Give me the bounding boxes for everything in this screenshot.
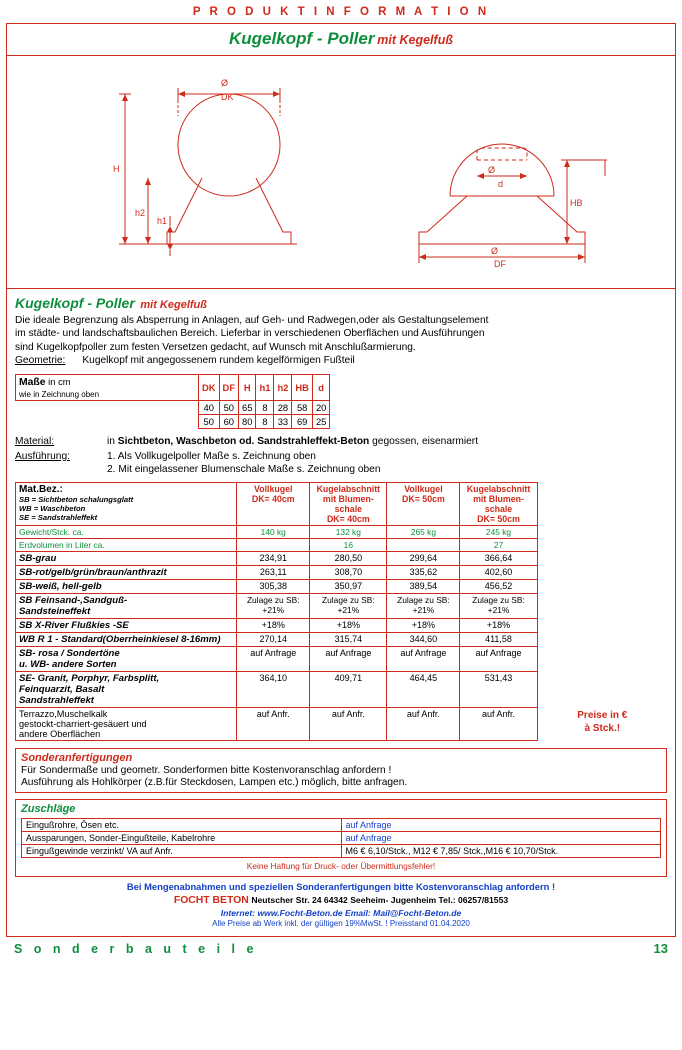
cell: 140 kg	[237, 526, 310, 539]
dimensions-label-cell	[16, 374, 199, 400]
label-df: DF	[494, 259, 506, 269]
sonderanfertigungen-line-2: Ausführung als Hohlkörper (z.B.für Steckdosen, Lampen etc.) möglich, bitte anfragen.	[21, 777, 408, 789]
cell: auf Anfrage	[310, 647, 387, 672]
cell: 132 kg	[310, 526, 387, 539]
mat-bez-label: Mat.Bez.:	[19, 484, 63, 496]
page-subtitle: mit Kegelfuß	[377, 33, 453, 47]
label-diameter-dk-symbol: Ø	[221, 78, 229, 88]
footer-internet: Internet: www.Focht-Beton.de Email: Mail@Focht-Beton.de	[220, 907, 462, 918]
row-label: WB R 1 - Standard(Oberrheinkiesel 8-16mm)	[16, 633, 237, 647]
price-col-header-1	[237, 483, 310, 526]
col-df: DF	[219, 374, 239, 400]
price-note-line-1: Preise in €	[577, 709, 628, 721]
intro-line-1: Die ideale Begrenzung als Absperrung in Anlagen, auf Geh- und Radwegen,oder als Gestaltungselement	[15, 315, 489, 326]
cell: 8	[256, 414, 274, 428]
section-heading-main: Kugelkopf - Poller	[15, 295, 135, 311]
cell: 27	[460, 539, 537, 552]
sonderanfertigungen-heading: Sonderanfertigungen	[21, 752, 133, 765]
cell: 364,10	[237, 672, 310, 708]
ausfuehrung-label: Ausführung:	[15, 450, 70, 462]
cell: 366,64	[460, 552, 537, 566]
col-h: H	[239, 374, 256, 400]
page-number: 13	[653, 941, 668, 957]
cell: 315,74	[310, 633, 387, 647]
price-currency-note	[541, 709, 664, 735]
page-bottom-bar	[6, 937, 676, 956]
label-d: d	[498, 179, 504, 189]
cell: auf Anfrage	[341, 832, 661, 845]
cell: 245 kg	[460, 526, 537, 539]
row-label: Eingußrohre, Ösen etc.	[22, 819, 342, 832]
cell: auf Anfrage	[387, 647, 460, 672]
price-col-header-3	[387, 483, 460, 526]
cell: 263,11	[237, 566, 310, 580]
cell	[237, 539, 310, 552]
intro-line-3: sind Kugelkopfpoller zum festen Versetzen gedacht, auf Wunsch mit Anschlußarmierung.	[15, 341, 416, 353]
intro-paragraph	[15, 314, 667, 368]
cell: Zulage zu SB: +21%	[460, 594, 537, 619]
cell: 50	[199, 414, 220, 428]
row-label: SB-rot/gelb/grün/braun/anthrazit	[16, 566, 237, 580]
cell: 8	[256, 400, 274, 414]
cell: 50	[219, 400, 239, 414]
label-dk: DK	[221, 92, 234, 102]
table-row	[16, 708, 668, 741]
cell: auf Anfrage	[237, 647, 310, 672]
masse-note: wie in Zeichnung oben	[19, 389, 100, 399]
content-block	[7, 289, 675, 936]
dimensions-table	[15, 374, 330, 429]
h4: DK= 50cm	[477, 514, 520, 525]
h2: DK= 50cm	[402, 494, 445, 505]
cell: auf Anfr.	[387, 708, 460, 741]
mat-bez-wb: WB = Waschbeton	[19, 504, 86, 514]
row-label: SB- rosa / Sondertöne u. WB- andere Sorten	[16, 647, 237, 672]
row-label: SE- Granit, Porphyr, Farbsplitt, Feinquarzit, Basalt Sandstrahleffekt	[16, 672, 237, 708]
h3: schale	[334, 504, 363, 515]
row-label: SB-weiß, hell-gelb	[16, 580, 237, 594]
zuschlaege-heading: Zuschläge	[21, 803, 76, 816]
row-label: Gewicht/Stck. ca.	[16, 526, 237, 539]
row-label: SB-grau	[16, 552, 237, 566]
h1: Vollkugel	[404, 484, 443, 495]
row-label: Terrazzo,Muschelkalk gestockt-charriert-gesäuert und andere Oberflächen	[16, 708, 237, 741]
cell: Zulage zu SB: +21%	[310, 594, 387, 619]
cell	[387, 539, 460, 552]
company-name: FOCHT BETON	[173, 894, 249, 906]
geometry-text: Kugelkopf mit angegossenem rundem kegelförmigen Fußteil	[82, 355, 355, 367]
col-h1: h1	[256, 374, 274, 400]
cell: 350,97	[310, 580, 387, 594]
geometry-line	[15, 354, 667, 367]
sonderanfertigungen-line-1: Für Sondermaße und geometr. Sonderformen bitte Kostenvoranschlag anfordern !	[21, 765, 392, 777]
material-bold: Sichtbeton, Waschbeton od. Sandstrahleffekt-Beton	[117, 435, 370, 447]
h2: DK= 40cm	[251, 494, 295, 505]
cell: 16	[310, 539, 387, 552]
h1: Kugelabschnitt	[316, 484, 381, 495]
cell: 40	[199, 400, 220, 414]
material-label: Material:	[15, 435, 55, 447]
label-h1: h1	[157, 216, 168, 226]
price-note-line-2: à Stck.!	[584, 722, 621, 734]
price-col-header-2	[310, 483, 387, 526]
table-row	[22, 845, 661, 858]
cell: 344,60	[387, 633, 460, 647]
mat-bez-sb: SB = Sichtbeton schalungsglatt	[19, 495, 134, 505]
cell: 69	[292, 414, 313, 428]
col-d: d	[312, 374, 329, 400]
cell: 308,70	[310, 566, 387, 580]
cell: M6 € 6,10/Stck., M12 € 7,85/ Stck.,M16 € 10,70/Stck.	[341, 845, 661, 858]
section-heading-sub: mit Kegelfuß	[140, 299, 207, 311]
mat-bez-se: SE = Sandstrahleffekt	[19, 513, 98, 523]
cell: 265 kg	[387, 526, 460, 539]
cell: 20	[312, 400, 329, 414]
cell: Zulage zu SB: +21%	[237, 594, 310, 619]
label-hb: HB	[570, 198, 583, 208]
cell: auf Anfr.	[310, 708, 387, 741]
label-h2: h2	[135, 208, 146, 218]
h2: mit Blumen-	[473, 494, 524, 505]
cell: auf Anfr.	[237, 708, 310, 741]
cell: +18%	[387, 619, 460, 633]
row-label: SB Feinsand-,Sandguß- Sandsteineffekt	[16, 594, 237, 619]
product-info-header: P R O D U K T I N F O R M A T I O N	[192, 6, 490, 18]
cell: 409,71	[310, 672, 387, 708]
row-label: Erdvolumen in Liter ca.	[16, 539, 237, 552]
row-label: SB X-River Flußkies -SE	[16, 619, 237, 633]
cell: 411,58	[460, 633, 537, 647]
cell: 402,60	[460, 566, 537, 580]
cell: +18%	[310, 619, 387, 633]
price-col-header-4	[460, 483, 537, 526]
ausfuehrung-line	[15, 450, 667, 478]
table-row	[16, 374, 330, 400]
intro-line-2: im städte- und landschaftsbaulichen Bereich. Lieferbar in verschiedenen Oberflächen und Ausführungen	[15, 328, 485, 340]
cell: +18%	[460, 619, 537, 633]
technical-drawing	[7, 56, 675, 289]
h4: DK= 40cm	[326, 514, 370, 525]
cell: 28	[274, 400, 292, 414]
h3: schale	[484, 504, 513, 515]
cell: 531,43	[460, 672, 537, 708]
material-post: gegossen, eisenarmiert	[372, 435, 479, 447]
cell: 456,52	[460, 580, 537, 594]
zuschlaege-table	[21, 818, 661, 858]
label-h: H	[113, 164, 120, 174]
table-row	[22, 819, 661, 832]
zuschlaege-box	[15, 799, 667, 877]
cell: 33	[274, 414, 292, 428]
drawing-svg	[7, 56, 675, 287]
cell: 234,91	[237, 552, 310, 566]
label-diameter-d-symbol: Ø	[488, 165, 496, 175]
cell: auf Anfrage	[460, 647, 537, 672]
table-row	[16, 400, 330, 414]
table-row	[22, 832, 661, 845]
cell: 305,38	[237, 580, 310, 594]
cell: 299,64	[387, 552, 460, 566]
company-address: Neutscher Str. 24 64342 Seeheim- Jugenheim Tel.: 06257/81553	[251, 894, 509, 905]
table-header-row	[16, 483, 668, 526]
masse-unit: in cm	[48, 375, 71, 387]
liability-note: Keine Haftung für Druck- oder Übermittlungsfehler!	[246, 861, 436, 872]
label-diameter-df-symbol: Ø	[491, 246, 499, 256]
material-line	[15, 435, 667, 449]
cell: auf Anfr.	[460, 708, 537, 741]
mat-bez-header	[16, 483, 237, 526]
cell: 270,14	[237, 633, 310, 647]
title-bar	[7, 24, 675, 56]
cell: 25	[312, 414, 329, 428]
page-title: Kugelkopf - Poller	[229, 29, 375, 48]
h2: mit Blumen-	[322, 494, 374, 505]
col-dk: DK	[199, 374, 220, 400]
ausfuehrung-item-1: 1. Als Vollkugelpoller Maße s. Zeichnung oben	[107, 450, 316, 462]
section-name: S o n d e r b a u t e i l e	[14, 942, 258, 957]
row-label: Aussparungen, Sonder-Eingußteile, Kabelrohre	[22, 832, 342, 845]
footer-prices: Alle Preise ab Werk inkl. der gültigen 19%MwSt. ! Preisstand 01.04.2020	[212, 919, 470, 929]
footer	[15, 881, 667, 930]
material-pre: in	[107, 435, 115, 447]
sonderanfertigungen-box	[15, 748, 667, 793]
col-hb: HB	[292, 374, 313, 400]
price-table	[15, 482, 667, 741]
cell: 335,62	[387, 566, 460, 580]
cell: 65	[239, 400, 256, 414]
ausfuehrung-item-2: 2. Mit eingelassener Blumenschale Maße s. Zeichnung oben	[107, 464, 381, 476]
cell: 464,45	[387, 672, 460, 708]
cell: Zulage zu SB: +21%	[387, 594, 460, 619]
h1: Vollkugel	[254, 484, 293, 495]
footer-company-line	[15, 894, 667, 908]
h1: Kugelabschnitt	[466, 484, 531, 495]
table-row	[16, 672, 668, 708]
cell: 80	[239, 414, 256, 428]
document-frame	[6, 23, 676, 937]
cell: auf Anfrage	[341, 819, 661, 832]
cell: 280,50	[310, 552, 387, 566]
cell: 389,54	[387, 580, 460, 594]
col-h2: h2	[274, 374, 292, 400]
masse-label: Maße	[19, 376, 46, 388]
cell: 58	[292, 400, 313, 414]
cell: +18%	[237, 619, 310, 633]
section-heading	[15, 295, 667, 311]
footer-line-1: Bei Mengenabnahmen und speziellen Sonderanfertigungen bitte Kostenvoranschlag anfordern !	[126, 881, 556, 893]
row-label: Eingußgewinde verzinkt/ VA auf Anfr.	[22, 845, 342, 858]
table-row	[16, 414, 330, 428]
geometry-label: Geometrie:	[15, 355, 66, 367]
cell: 60	[219, 414, 239, 428]
